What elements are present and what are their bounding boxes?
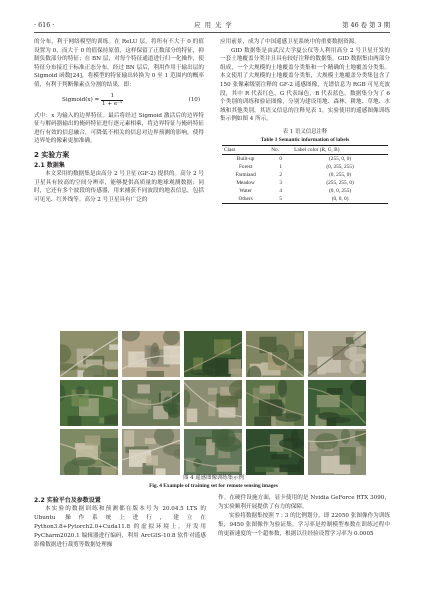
equation-fraction	[101, 93, 123, 108]
table-row	[222, 171, 388, 179]
table-row	[222, 154, 388, 163]
table-cell: Water	[239, 187, 252, 194]
land-patch	[260, 386, 275, 394]
table-caption-cn: 表 1 语义信息注释	[282, 128, 328, 135]
section-heading: 2 实验方案	[34, 150, 70, 159]
table-row	[222, 195, 388, 204]
table-cell: 0	[279, 155, 283, 162]
satellite-image-tile	[60, 331, 118, 377]
vegetation-patch	[216, 429, 236, 447]
land-patch	[317, 395, 340, 407]
satellite-image-tile	[122, 380, 180, 426]
land-patch	[145, 438, 156, 444]
land-patch	[339, 408, 358, 415]
land-patch	[164, 346, 181, 365]
table-row	[222, 179, 388, 187]
figure-image-grid	[60, 331, 366, 475]
table-cell: 2	[279, 171, 283, 178]
table-row	[222, 163, 388, 171]
land-patch	[68, 416, 82, 426]
land-patch	[146, 455, 158, 465]
land-patch	[85, 436, 100, 446]
land-patch	[214, 339, 231, 354]
satellite-image-tile	[308, 380, 366, 426]
equation-number: (10)	[188, 97, 200, 104]
label-table	[222, 145, 388, 204]
land-patch	[229, 359, 242, 374]
table-cell: (0, 255, 255)	[326, 163, 354, 170]
satellite-image-tile	[60, 380, 118, 426]
table-cell: 5	[269, 195, 292, 204]
bottom-right-column	[218, 494, 390, 539]
satellite-image-tile	[308, 331, 366, 377]
table-cell: Forest	[238, 163, 253, 170]
satellite-image-tile	[184, 331, 242, 377]
table-cell: (0, 255, 0)	[329, 171, 352, 178]
land-patch	[187, 409, 198, 423]
paragraph: 式中：x 为输入的边界特征。最后将经过 Sigmoid 激活后的边界特征与解码器输出的掩码特征进行逐元素相乘，将边界特征与掩码特征进行有效的信息融合，可降低不相关的信息对边界预测的影响，使得边界处的像素更加准确。	[34, 112, 204, 145]
land-patch	[255, 467, 274, 472]
land-patch	[124, 430, 134, 446]
land-patch	[340, 447, 356, 465]
vegetation-patch	[327, 417, 351, 423]
page-number: · 616 ·	[34, 21, 55, 29]
land-patch	[254, 417, 272, 426]
land-patch	[327, 388, 343, 395]
paragraph: 实验将数据集按照 7 : 3 的比例划分，即 22050 张图像作为训练集，9450 张图像作为验证集。学习率是控制模型参数在训练过程中的更新速度的一个超参数，根据以往经验设置学习率为 0.0005	[218, 513, 390, 537]
satellite-image-tile	[122, 331, 180, 377]
paragraph: 应用前景，成为了中国遥感卫星系统中的重要数据资源。	[220, 39, 360, 45]
paragraph: 本文采用的数据集是由高分 2 号卫星 (GF-2) 提供的。高分 2 号卫星具有较高的空间分辨率，能够提供高质量的地球观测数据；同时，它还有多个波段的传感器，用来捕获不同波段的地表信息，包括可见光、红外线等。高分 2 号卫星具有广泛的	[34, 170, 204, 203]
table-row	[222, 187, 388, 195]
vegetation-patch	[191, 369, 215, 375]
table-header: Class	[222, 145, 269, 154]
volume-issue: 第 46 卷 第 3 期	[342, 21, 390, 29]
land-patch	[109, 344, 118, 350]
table-cell: Meadow	[236, 179, 255, 186]
land-patch	[138, 384, 150, 393]
satellite-image-tile	[184, 380, 242, 426]
paragraph: GID 数据集是由武汉大学夏公仪等人利用高分 2 号卫星开发的一套土地覆盖分类并且具有较好注释的数据集。GID 数据集由两部分组成，一个大规模的土地覆盖分类集和一个精确的土地覆盖分类集。本文使用了大规模的土地覆盖分类集，大规模土地覆盖分类集包含了 150 张像素级别注释的 GF-2 遥感图像，光谱信息为 RGB 可见光波段，其中 R 代表红色，G 代表绿色，B 代表蓝色。数据集分为了 6 个类别的训练和验证图像，分别为建设用地、森林、耕地、草地、水域和其他类别，其语义信息的注释见表 1，实验使用的遥感图像训练集示例如图 4 所示。	[220, 47, 390, 123]
right-column	[220, 38, 390, 204]
land-patch	[103, 387, 112, 397]
table-cell: (0, 0, 255)	[329, 187, 352, 194]
table-header: Label color (R, G, B)	[292, 145, 388, 154]
table-cell: 3	[279, 179, 283, 186]
paragraph: 的分布，利于网络模型的训练。在 ReLU 层，将所有不大于 0 的值设置为 0，而大于 0 的值保持原值，这样保留了正数部分的特征，抑制负数部分的特征；在 BN 层，对每个特征通道进行归一化操作，使特征分布接近于标准正态分布，经过 BN 层后，利用作用于输出层的 Sigmoid 函数[24]，将模型的特征输出转换为 0 至 1 范围内的概率值，有利于判断像素点分割的结果，即：	[34, 39, 204, 88]
satellite-image-tile	[246, 380, 304, 426]
land-patch	[321, 456, 334, 473]
table-cell: Farmland	[235, 171, 256, 178]
vegetation-patch	[168, 409, 180, 418]
satellite-image-tile	[184, 429, 242, 475]
land-patch	[271, 454, 288, 459]
table-cell: Others	[222, 195, 269, 204]
satellite-image-tile	[246, 429, 304, 475]
table-cell: (0, 0, 0)	[292, 195, 388, 204]
subsection-heading: 2.1 数据集	[34, 161, 65, 169]
equation-denominator: 1 + e⁻ˣ	[102, 100, 123, 107]
table-header-row	[222, 145, 388, 154]
figure-caption-cn: 图 4 遥感图像训练集示例	[183, 475, 244, 481]
table-cell: 1	[279, 163, 283, 170]
vegetation-patch	[150, 343, 159, 365]
bottom-left-column	[34, 496, 206, 550]
satellite-image-tile	[308, 429, 366, 475]
header-rule	[34, 32, 390, 33]
table-cell: Built-up	[236, 155, 255, 162]
land-patch	[208, 388, 217, 395]
satellite-image-tile	[122, 429, 180, 475]
equation-numerator: 1	[110, 93, 115, 100]
paragraph: 作。在硬件设施方面，显卡使用的是 Nvidia GeForce RTX 3090，为实验顺利开展提供了有力的保障。	[218, 495, 390, 510]
satellite-image-tile	[60, 429, 118, 475]
vegetation-patch	[341, 429, 350, 444]
land-patch	[147, 371, 165, 377]
figure-caption-en: Fig. 4 Example of training set for remote sensing images	[149, 483, 278, 489]
table-caption-en: Table 1 Semantic information of labels	[260, 136, 350, 143]
vegetation-patch	[349, 359, 364, 374]
land-patch	[295, 333, 303, 347]
table-cell: (255, 255, 0)	[326, 179, 354, 186]
left-column	[34, 38, 204, 204]
paragraph: 本实验的数据训练和预测都在版本号为 20.04.5 LTS 的 Ubuntu 操作系统上进行，建立在 Python3.8+Pytorch2.0+Cuda11.8 的虚拟环境上，开发用 PyCharm2020.1 编辑器进行编码，利用 ArcGIS-10.8 软件对遥感影像数据进行裁剪等数据处理操	[34, 506, 206, 548]
equation-sigmoid	[34, 92, 204, 110]
table-cell: 4	[279, 187, 283, 194]
table-cell: (255, 0, 0)	[329, 155, 352, 162]
satellite-image-tile	[246, 331, 304, 377]
equation-lhs: Sigmoid(x) =	[62, 97, 100, 104]
table-header: No.	[269, 145, 292, 154]
journal-name: 应 用 光 学	[194, 21, 233, 29]
subsection-heading: 2.2 实验平台及参数设置	[34, 497, 101, 504]
